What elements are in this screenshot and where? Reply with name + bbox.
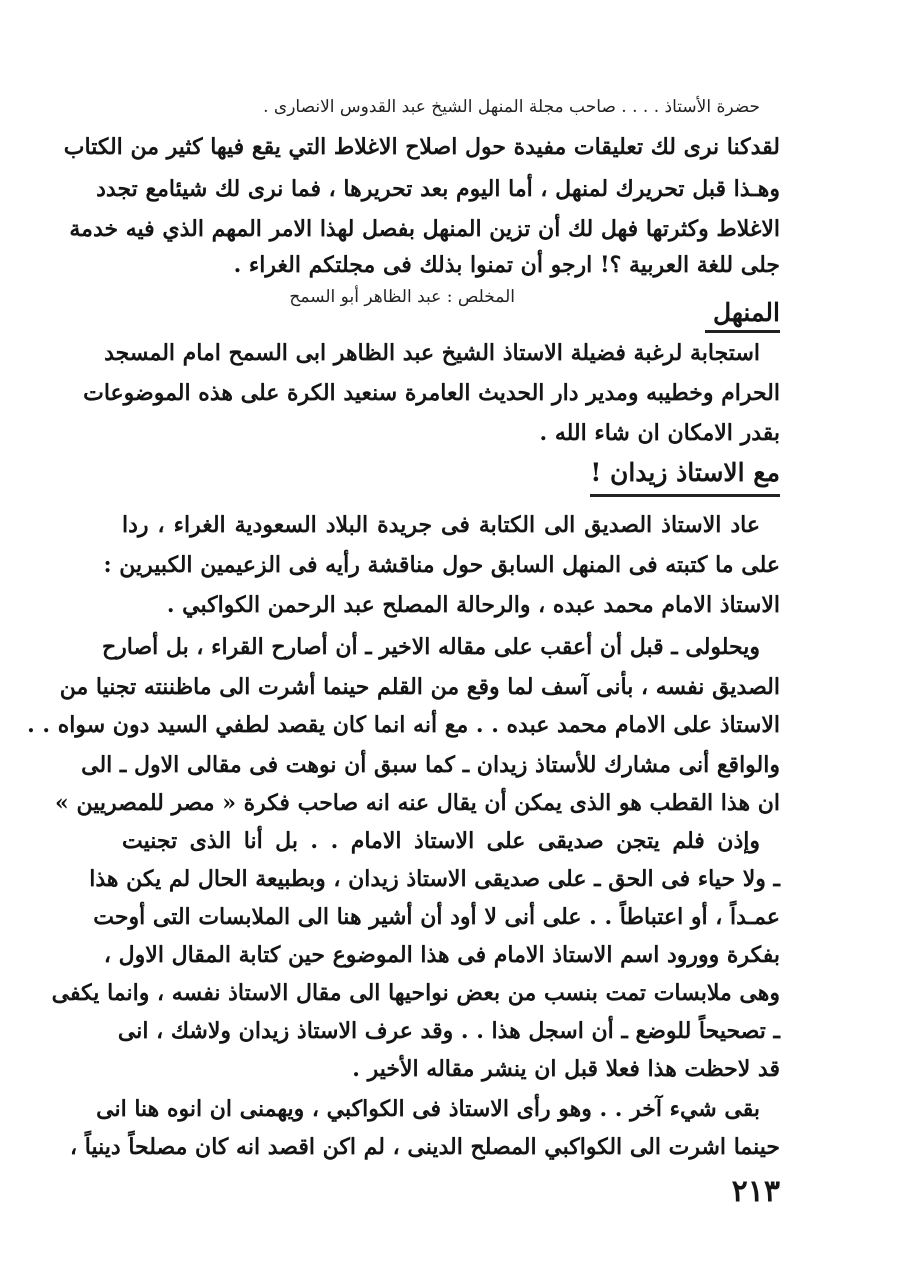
article-heading-underline xyxy=(590,494,780,497)
article-line-11: عمـداً ، أو اعتباطاً . . على أنى لا أود أن أشير هنا الى الملابسات التى أوحت xyxy=(93,904,780,930)
reply-heading: المنهل xyxy=(712,298,780,327)
article-line-3: الاستاذ الامام محمد عبده ، والرحالة المصلح عبد الرحمن الكواكبي . xyxy=(166,592,780,618)
article-line-2: على ما كتبته فى المنهل السابق حول مناقشة رأيه فى الزعيمين الكبيرين : xyxy=(103,552,780,578)
article-line-10: ـ ولا حياء فى الحق ـ على صديقى الاستاذ زيدان ، وبطبيعة الحال لم يكن هذا xyxy=(89,866,780,892)
article-line-12: بفكرة وورود اسم الاستاذ الامام فى هذا الموضوع حين كتابة المقال الاول ، xyxy=(103,942,780,968)
letter-line-1: لقدكنا نرى لك تعليقات مفيدة حول اصلاح الاغلاط التي يقع فيها كثير من الكتاب xyxy=(63,134,780,160)
article-line-1: عاد الاستاذ الصديق الى الكتابة فى جريدة البلاد السعودية الغراء ، ردا xyxy=(122,512,760,538)
article-line-9: وإذن فلم يتجن صديقى على الاستاذ الامام . . بل أنا الذى تجنيت xyxy=(122,828,760,854)
article-line-6: الاستاذ على الامام محمد عبده . . مع أنه انما كان يقصد لطفي السيد دون سواه . . xyxy=(27,712,780,738)
letter-line-2: وهـذا قبل تحريرك لمنهل ، أما اليوم بعد تحريرها ، فما نرى لك شيئامع تجدد xyxy=(96,176,780,202)
article-line-16: بقى شيء آخر . . وهو رأى الاستاذ فى الكواكبي ، ويهمنى ان انوه هنا انى xyxy=(96,1096,760,1122)
article-line-7: والواقع أنى مشارك للأستاذ زيدان ـ كما سبق أن نوهت فى مقالى الاول ـ الى xyxy=(81,752,780,778)
article-line-4: ويحلولى ـ قبل أن أعقب على مقاله الاخير ـ أن أصارح القراء ، بل أصارح xyxy=(101,634,760,660)
reply-line-2: الحرام وخطيبه ومدير دار الحديث العامرة سنعيد الكرة على هذه الموضوعات xyxy=(83,380,780,406)
letter-heading: حضرة الأستاذ . . . . صاحب مجلة المنهل الشيخ عبد القدوس الانصارى . xyxy=(263,97,760,117)
reply-heading-underline xyxy=(705,330,780,333)
article-line-5: الصديق نفسه ، بأنى آسف لما وقع من القلم حينما أشرت الى ماظننته تجنيا من xyxy=(59,674,780,700)
article-line-14: ـ تصحيحاً للوضع ـ أن اسجل هذا . . وقد عرف الاستاذ زيدان ولاشك ، انى xyxy=(117,1018,780,1044)
page-number: ٢١٣ xyxy=(731,1174,780,1209)
letter-signature: المخلص : عبد الظاهر أبو السمح xyxy=(289,287,515,307)
article-line-13: وهى ملابسات تمت بنسب من بعض نواحيها الى مقال الاستاذ نفسه ، وانما يكفى xyxy=(51,980,780,1006)
reply-line-3: بقدر الامكان ان شاء الله . xyxy=(539,420,780,446)
article-heading: مع الاستاذ زيدان ! xyxy=(590,458,780,487)
letter-line-3: الاغلاط وكثرتها فهل لك أن تزين المنهل بفصل لهذا الامر المهم الذي فيه خدمة xyxy=(69,216,780,242)
article-line-17: حينما اشرت الى الكواكبي المصلح الدينى ، لم اكن اقصد انه كان مصلحاً دينياً ، xyxy=(70,1134,780,1160)
article-line-8: ان هذا القطب هو الذى يمكن أن يقال عنه انه صاحب فكرة « مصر للمصريين » xyxy=(55,790,780,816)
article-line-15: قد لاحظت هذا فعلا قبل ان ينشر مقاله الأخير . xyxy=(352,1056,780,1082)
letter-line-4: جلى للغة العربية ؟! ارجو أن تمنوا بذلك فى مجلتكم الغراء . xyxy=(233,252,780,278)
reply-line-1: استجابة لرغبة فضيلة الاستاذ الشيخ عبد الظاهر ابى السمح امام المسجد xyxy=(104,340,760,366)
